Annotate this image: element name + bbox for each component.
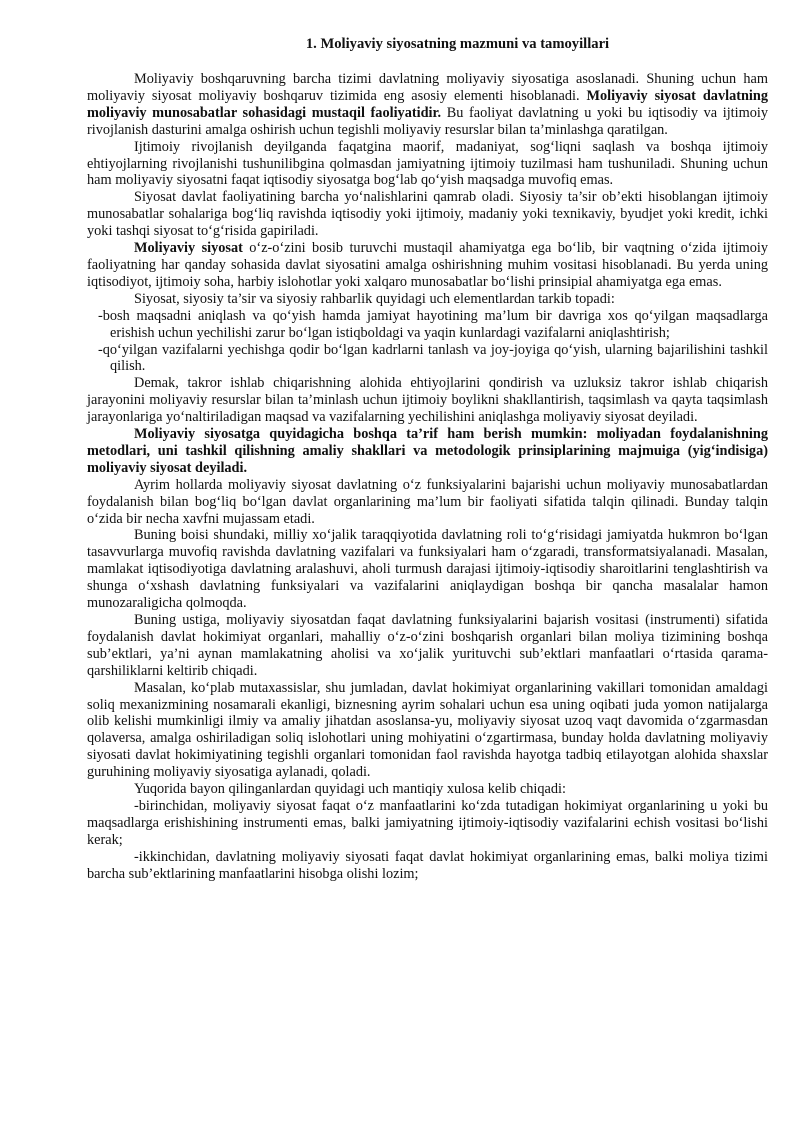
paragraph-7-definition: Moliyaviy siyosatga quyidagicha boshqa ta’rif ham berish mumkin: moliyadan foydalanishning metodlari, uni tashkil qilishning amaliy shakllari va metodologik prinsiplarining majmuiga (yig‘indisiga) moliyaviy siyosat deyiladi.: [87, 426, 768, 476]
paragraph-8: Ayrim hollarda moliyaviy siyosat davlatning o‘z funksiyalarini bajarishi uchun moliyaviy munosabatlardan foydalanish bilan bog‘liq bo‘lgan davlat organlarining ma’lum bir faoliyati sifatida talqin qilinadi. Bunday talqin o‘zida bir necha xavfni mujassam etadi.: [87, 476, 768, 527]
p4-term-bold: Moliyaviy siyosat: [134, 240, 243, 257]
paragraph-2: Ijtimoiy rivojlanish deyilganda faqatgina maorif, madaniyat, sog‘liqni saqlash va boshqa ijtimoiy ehtiyojlarning rivojlanishi tushunilibgina qolmasdan jamiyatning ijtimoiy tuzilmasi ham tushuniladi. Shuning uchun ham moliyaviy siyosatni faqat iqtisodiy siyosatga bog‘lab qo‘yish maqsadga muvofiq emas.: [87, 138, 768, 189]
paragraph-12: Yuqorida bayon qilinganlardan quyidagi uch mantiqiy xulosa kelib chiqadi:: [134, 781, 566, 798]
paragraph-13: -birinchidan, moliyaviy siyosat faqat o‘z manfaatlarini ko‘zda tutadigan hokimiyat organlarining u yoki bu maqsadlarga erishishining instrumenti emas, balki jamiyatning ijtimoiy-iqtisodiy vazifalarini echish vositasi bo‘lishi kerak;: [87, 797, 768, 848]
section-title: 1. Moliyaviy siyosatning mazmuni va tamoyillari: [305, 36, 610, 52]
list-item-2: -qo‘yilgan vazifalarni yechishga qodir bo‘lgan kadrlarni tanlash va joy-joyiga qo‘yish, ularning bajarilishini tashkil qilish.: [98, 341, 768, 375]
paragraph-3: Siyosat davlat faoliyatining barcha yo‘nalishlarini qamrab oladi. Siyosiy ta’sir ob’ekti hisoblangan ijtimoiy munosabatlar sohalariga bog‘liq ravishda iqtisodiy yoki ijtimoiy, madaniy yoki texnikaviy, byudjet yoki kredit, ichki yoki tashqi siyosat to‘g‘risida gapiriladi.: [87, 189, 768, 240]
paragraph-6: Demak, takror ishlab chiqarishning alohida ehtiyojlarini qondirish va uzluksiz takror ishlab chiqarish jarayonini moliyaviy resurslar bilan ta’minlash uchun ijtimoiy boylikni shakllantirish, taqsimlash va qayta taqsimlash jarayonlariga yo‘naltiriladigan maqsad va vazifalarning yechilishini aniqlashga moliyaviy siyosat deyiladi.: [87, 375, 768, 426]
p4-text: o‘z-o‘zini bosib turuvchi mustaqil ahamiyatga ega bo‘lib, bir vaqtning o‘zida ijtimoiy faoliyatning har qanday sohasida davlat siyosatini amalga oshirishning muhim vositasi hisoblanadi. Bu yerda uning iqtisodiyot, ijtimoiy soha, harbiy islohotlar yoki xalqaro munosabatlar bo‘lishi prinsipial ahamiyatga ega emas.: [87, 240, 768, 290]
p1-definition-bold: Moliyaviy siyosat davlatning moliyaviy munosabatlar sohasidagi mustaqil faoliyatidir.: [87, 87, 768, 121]
paragraph-4: [87, 240, 768, 291]
p1-text-c: Bu faoliyat davlatning u yoki bu iqtisodiy va ijtimoiy rivojlanish dasturini amalga oshirish uchun tegishli moliyaviy resurslar bilan ta’minlashga qaratilgan.: [87, 104, 768, 138]
paragraph-9: Buning boisi shundaki, milliy xo‘jalik taraqqiyotida davlatning roli to‘g‘risidagi jamiyatda hukmron bo‘lgan tasavvurlarga muvofiq ravishda davlatning vazifalari va funksiyalari ham o‘zgaradi, transformatsiyalanadi. Masalan, mamlakat iqtisodiyotiga davlatning aralashuvi, aholi turmush darajasi ijtimoiy-iqtisodiy sharoitlarini tenglashtirish va shunga o‘xshash davlatning funksiyalari va vazifalarini aniqlaydigan boshqa bir qancha masalalar hamon munozaraligicha qolmoqda.: [87, 527, 768, 612]
list-item-1: -bosh maqsadni aniqlash va qo‘yish hamda jamiyat hayotining ma’lum bir davriga xos qo‘yilgan maqsadlarga erishish uchun yechilishi zarur bo‘lgan istiqboldagi va yaqin kunlardagi vazifalarni aniqlashtirish;: [98, 307, 768, 341]
paragraph-5: Siyosat, siyosiy ta’sir va siyosiy rahbarlik quyidagi uch elementlardan tarkib topadi:: [134, 290, 615, 307]
paragraph-1: [87, 71, 768, 139]
paragraph-10: Buning ustiga, moliyaviy siyosatdan faqat davlatning funksiyalarini bajarish vositasi (instrumenti) sifatida foydalanish davlat hokimiyat organlari, mahalliy o‘z-o‘zini boshqarish organlari bilan moliya tizimining boshqa sub’ektlari, ya’ni aynan mamlakatning aholisi va xo‘jalik yurituvchi sub’ektlari manfaatlari o‘rtasida qarama-qarshiliklarni keltirib chiqadi.: [87, 612, 768, 679]
paragraph-11: Masalan, ko‘plab mutaxassislar, shu jumladan, davlat hokimiyat organlarining vakillari tomonidan amaldagi soliq mexanizmining nosamarali ekanligi, biznesning ayrim sohalari uchun esa uning oqibati juda yomon natijalarga olib kelishi mumkinligi ilmiy va amaliy jihatdan asoslansa-yu, moliyaviy siyosat uzoq vaqt davomida o‘zgarmasdan qolaversa, amalga oshiriladigan soliq islohotlari uning mohiyatini o‘zgartirmasa, bunday holda davlatning moliyaviy siyosati davlat hokimiyatining tegishli organlari tomonidan faol ravishda hayotga tadbiq etilayotgan alohida shaxslar guruhining moliyaviy siyosatiga aylanadi, qoladi.: [87, 679, 768, 781]
p1-text-a: Moliyaviy boshqaruvning barcha tizimi davlatning moliyaviy siyosatiga asoslanadi. Shuning uchun ham moliyaviy siyosat moliyaviy boshqaruv tizimida eng asosiy elementi hisoblanadi.: [87, 71, 768, 104]
paragraph-14: -ikkinchidan, davlatning moliyaviy siyosati faqat davlat hokimiyat organlarining emas, balki moliya tizimi barcha sub’ektlarining manfaatlarini hisobga olishi lozim;: [87, 848, 768, 882]
